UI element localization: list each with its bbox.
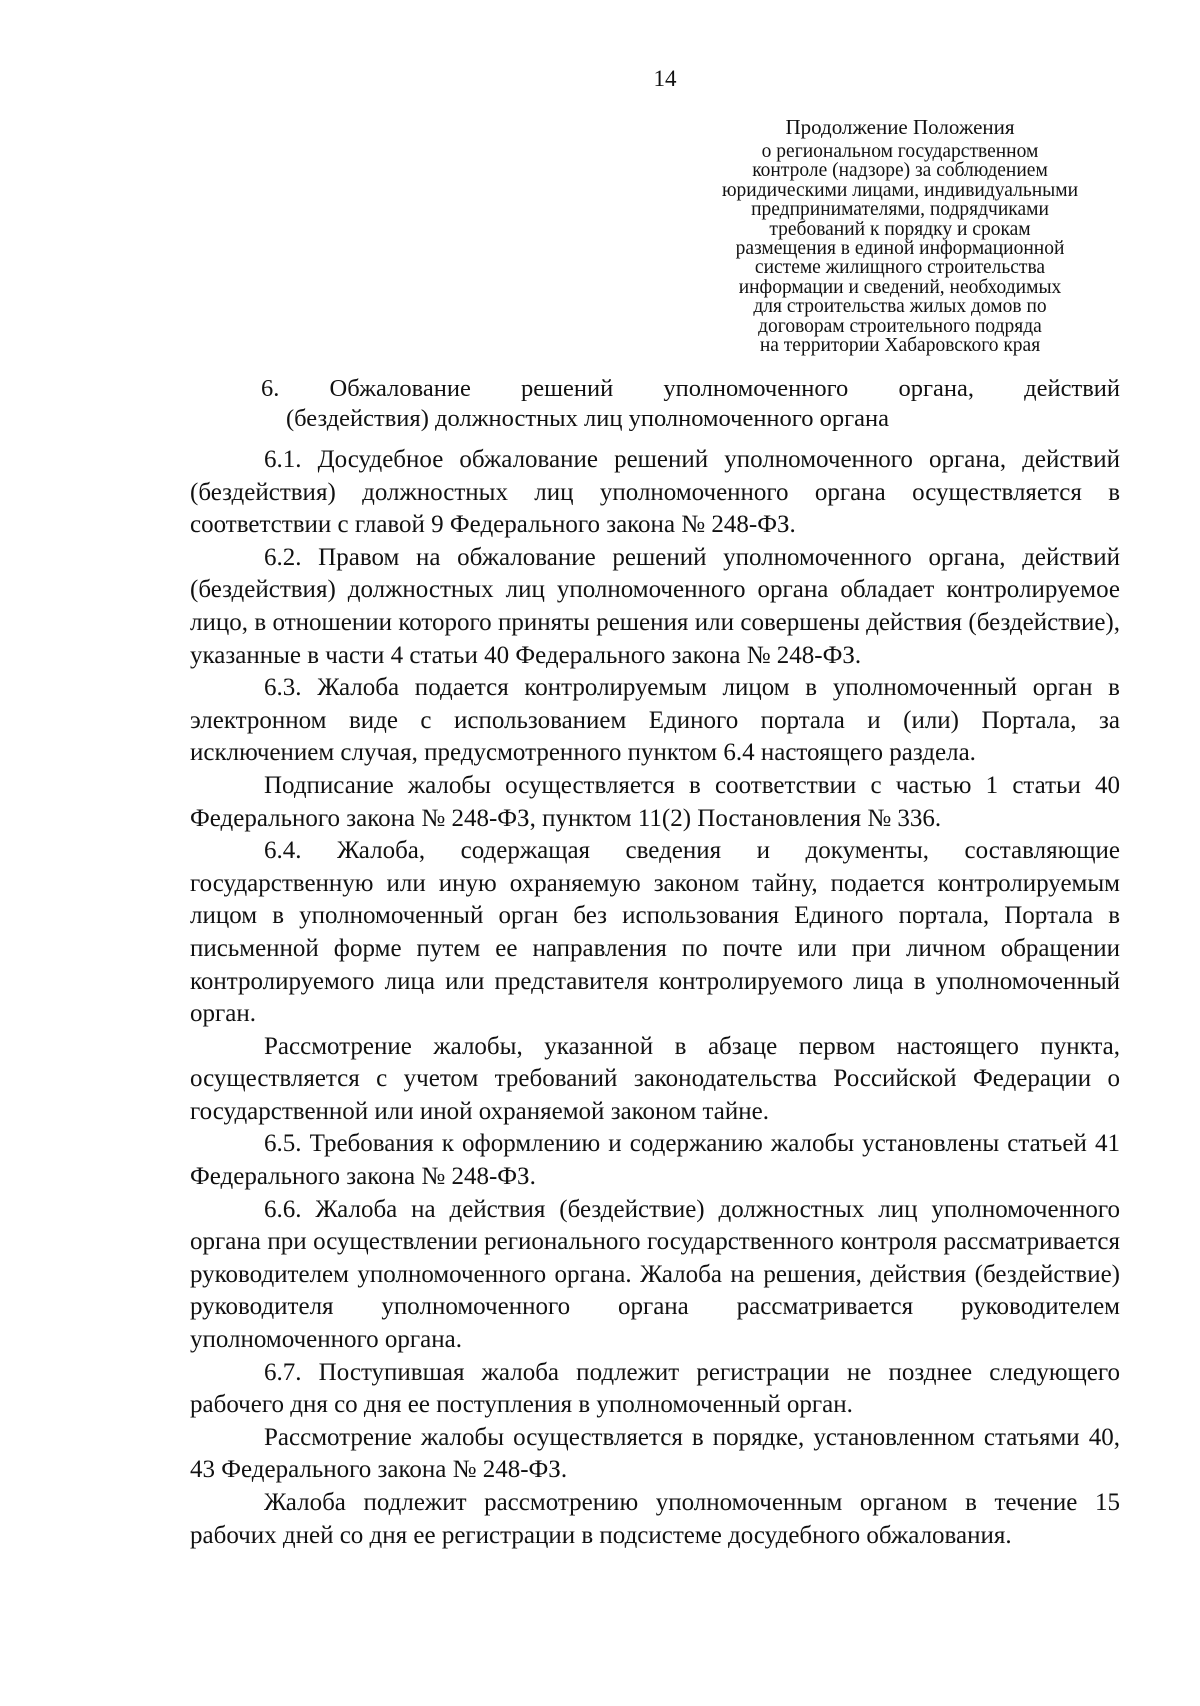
header-line: предпринимателями, подрядчиками [751, 199, 1049, 221]
paragraph-6-1: 6.1. Досудебное обжалование решений уполномоченного органа, действий (бездействия) должностных лиц уполномоченного органа осуществляется в соответствии с главой 9 Федерального закона № 248-ФЗ. [190, 446, 1120, 539]
document-body [190, 444, 1120, 1552]
page-number: 14 [653, 66, 677, 91]
paragraph: Рассмотрение жалобы осуществляется в порядке, установленном статьями 40, 43 Федерального закона № 248-ФЗ. [190, 1423, 1120, 1484]
header-line: договорам строительного подряда [758, 315, 1042, 337]
header-line: системе жилищного строительства [754, 257, 1046, 279]
paragraph: Жалоба подлежит рассмотрению уполномоченным органом в течение 15 рабочих дней со дня ее регистрации в подсистеме досудебного обжалования. [190, 1489, 1120, 1549]
header-line: о региональном государственном [761, 141, 1039, 162]
header-line: для строительства жилых домов по [753, 296, 1047, 318]
paragraph-6-7: 6.7. Поступившая жалоба подлежит регистрации не позднее следующего рабочего дня со дня ее поступления в уполномоченный орган. [190, 1358, 1120, 1419]
header-line: информации и сведений, необходимых [738, 276, 1062, 298]
paragraph-6-5: 6.5. Требования к оформлению и содержанию жалобы установлены статьей 41 Федерального закона № 248-ФЗ. [190, 1130, 1120, 1191]
paragraph-6-4: 6.4. Жалоба, содержащая сведения и документы, составляющие государственную или иную охраняемую законом тайну, подается контролируемым лицом в уполномоченный орган без использования Единого портала, Портала в письменной форме путем ее направления по почте или при личном обращении контролируемого лица или представителя контролируемого лица в уполномоченный орган. [190, 837, 1120, 1028]
header-title: Продолжение Положения [785, 115, 1015, 139]
header-line: требований к порядку и срокам [769, 218, 1031, 240]
section-heading-line: 6. Обжалование решений уполномоченного органа, действий [261, 375, 1120, 402]
header-line: контроле (надзоре) за соблюдением [752, 160, 1048, 182]
paragraph-6-6: 6.6. Жалоба на действия (бездействие) должностных лиц уполномоченного органа при осуществлении регионального государственного контроля рассматривается руководителем уполномоченного органа. Жалоба на решения, действия (бездействие) руководителя уполномоченного органа рассматривается руководителем уполномоченного органа. [190, 1195, 1120, 1354]
header-line: на территории Хабаровского края [759, 335, 1041, 357]
paragraph-6-3: 6.3. Жалоба подается контролируемым лицом в уполномоченный орган в электронном виде с использованием Единого портала и (или) Портала, за исключением случая, предусмотренного пунктом 6.4 настоящего раздела. [190, 674, 1120, 767]
document-header [680, 114, 1120, 355]
paragraph: Подписание жалобы осуществляется в соответствии с частью 1 статьи 40 Федерального закона № 248-ФЗ, пунктом 11(2) Постановления № 336. [190, 771, 1120, 832]
paragraph: Рассмотрение жалобы, указанной в абзаце первом настоящего пункта, осуществляется с учетом требований законодательства Российской Федерации о государственной или иной охраняемой законом тайне. [190, 1032, 1120, 1125]
section-heading [190, 374, 1120, 434]
header-line: юридическими лицами, индивидуальными [721, 179, 1079, 201]
header-line: размещения в единой информационной [735, 238, 1065, 260]
paragraph-6-2: 6.2. Правом на обжалование решений уполномоченного органа, действий (бездействия) должностных лиц уполномоченного органа обладает контролируемое лицо, в отношении которого приняты решения или совершены действия (бездействие), указанные в части 4 статьи 40 Федерального закона № 248-ФЗ. [190, 543, 1120, 669]
section-heading-line: (бездействия) должностных лиц уполномоченного органа [286, 405, 890, 432]
